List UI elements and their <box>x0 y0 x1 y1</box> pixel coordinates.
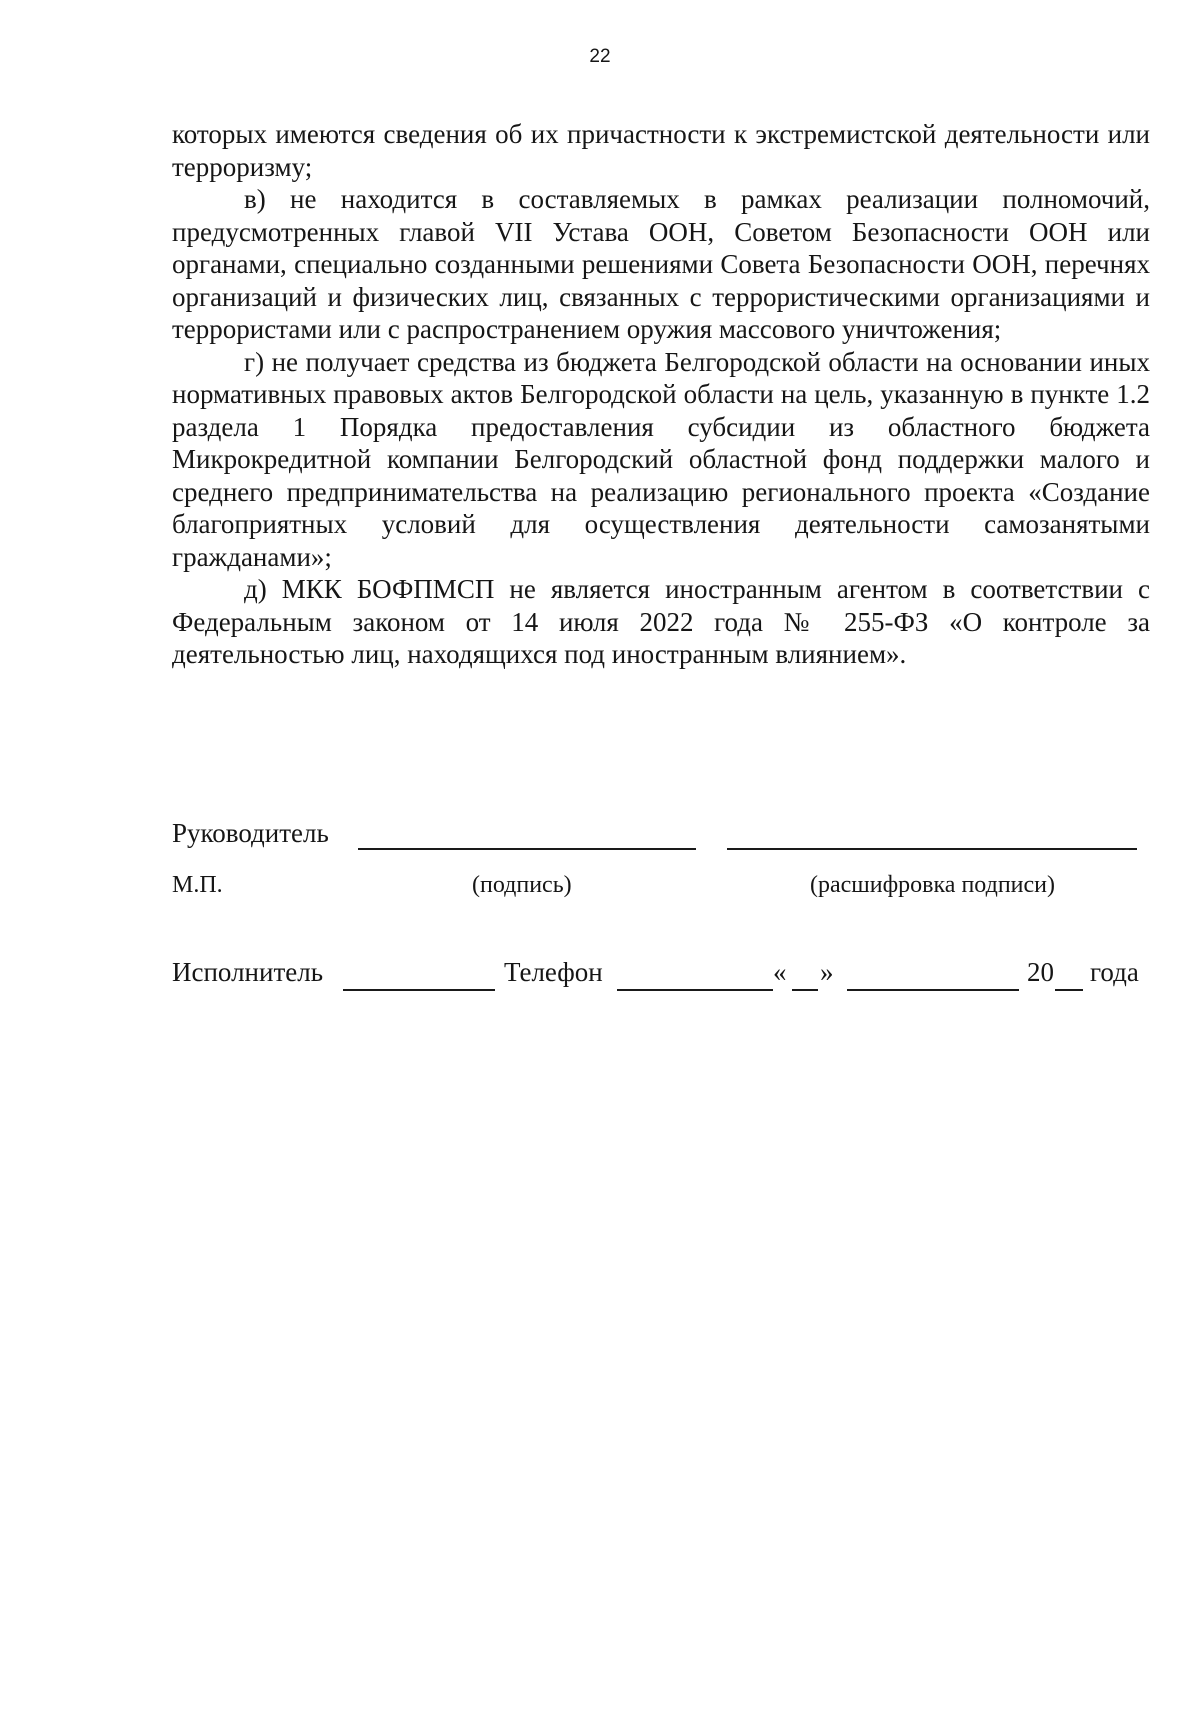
year-suffix: года <box>1090 957 1139 987</box>
signature-caption: (подпись) <box>472 872 572 898</box>
signature-line[interactable] <box>358 848 696 850</box>
paragraph-item-g: г) не получает средства из бюджета Белгородской области на основании иных нормативных правовых актов Белгородской области на цель, указанную в пункте 1.2 раздела 1 Порядка предоставления субсидии из областного бюджета Микрокредитной компании Белгородский областной фонд поддержки малого и среднего предпринимательства на реализацию регионального проекта «Создание благоприятных условий для осуществления деятельности самозанятыми гражданами»; <box>172 346 1150 572</box>
paragraph-item-v: в) не находится в составляемых в рамках реализации полномочий, предусмотренных главой VII Устава ООН, Советом Безопасности ООН или органами, специально созданными решениями Совета Безопасности ООН, перечнях организаций и физических лиц, связанных с террористическими организациями и террористами или с распространением оружия массового уничтожения; <box>172 184 1150 344</box>
page-number: 22 <box>589 46 611 67</box>
date-day-line[interactable] <box>792 989 818 991</box>
date-month-line[interactable] <box>847 989 1019 991</box>
executor-label: Исполнитель <box>172 957 324 987</box>
year-line[interactable] <box>1055 989 1083 991</box>
date-quote-open: « <box>773 957 787 987</box>
paragraph-continuation: которых имеются сведения об их причастности к экстремистской деятельности или терроризму; <box>172 119 1150 182</box>
signature-decoding-line[interactable] <box>727 848 1137 850</box>
date-quote-close: » <box>820 957 834 987</box>
paragraph-item-d: д) МКК БОФПМСП не является иностранным агентом в соответствии с Федеральным законом от 14 июля 2022 года № 255-ФЗ «О контроле за деятельностью лиц, находящихся под иностранным влиянием». <box>172 574 1150 669</box>
document-body <box>172 118 1150 671</box>
executor-line[interactable] <box>343 989 495 991</box>
stamp-label: М.П. <box>172 872 223 898</box>
year-prefix: 20 <box>1027 957 1054 987</box>
signature-decoding-caption: (расшифровка подписи) <box>810 872 1055 898</box>
phone-line[interactable] <box>617 989 773 991</box>
head-label: Руководитель <box>172 818 329 848</box>
phone-label: Телефон <box>504 957 603 987</box>
